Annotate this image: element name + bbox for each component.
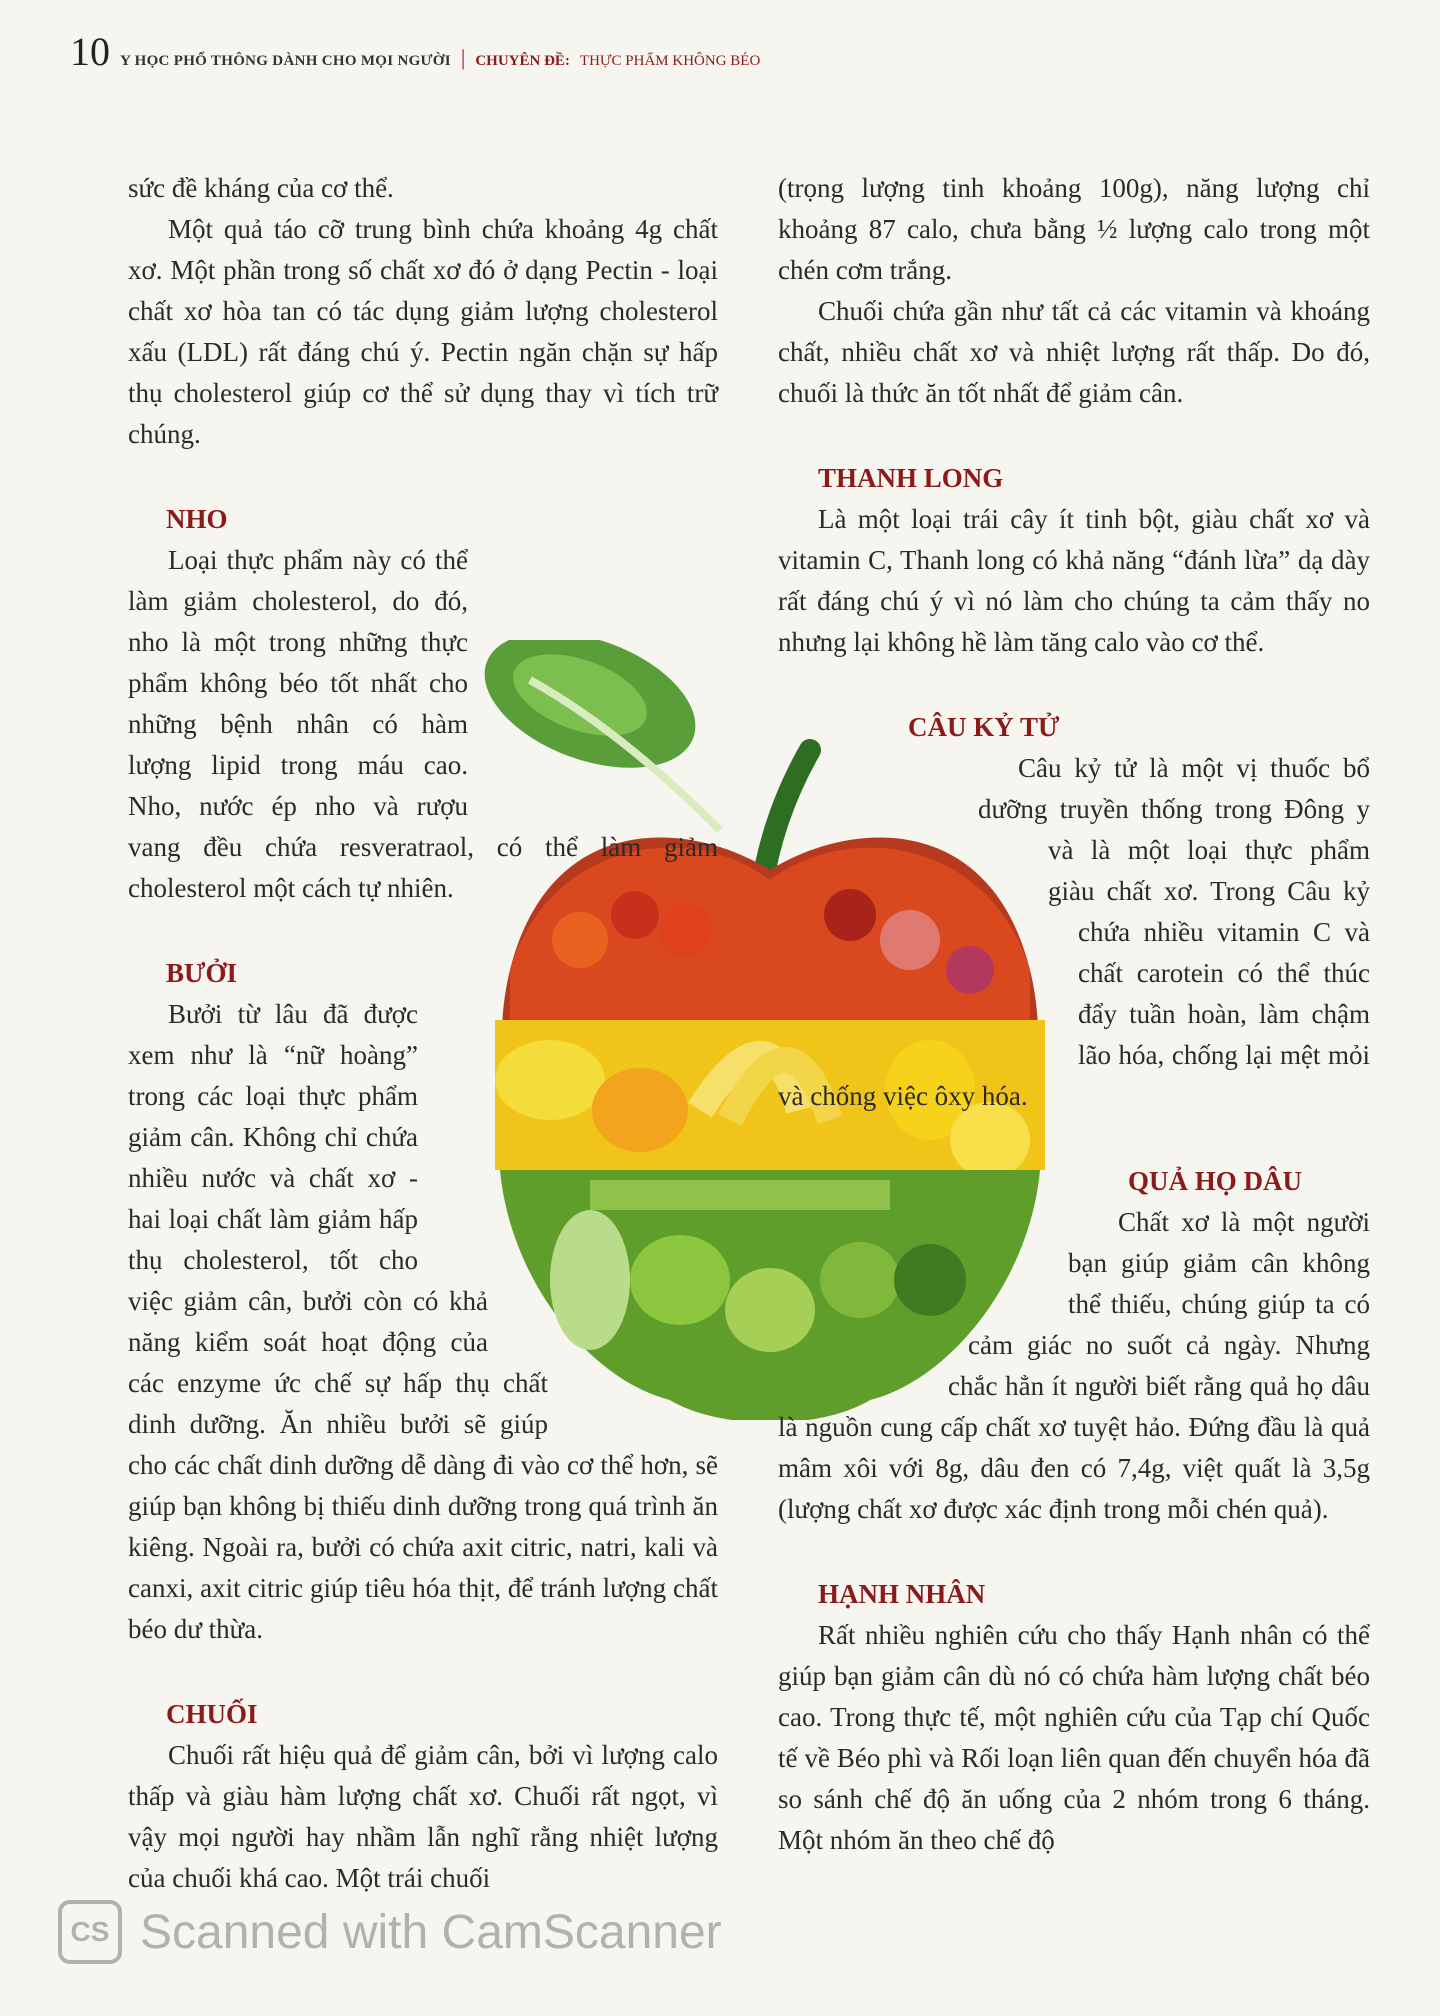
camscanner-logo-icon: CS xyxy=(58,1900,122,1964)
right-column xyxy=(778,168,1370,1861)
page-header xyxy=(70,28,760,75)
heading-buoi: BƯỞI xyxy=(166,958,238,988)
heading-chuoi: CHUỐI xyxy=(166,1699,258,1729)
heading-hanh-nhan: HẠNH NHÂN xyxy=(818,1579,986,1609)
chuoi-paragraph: Chuối rất hiệu quả để giảm cân, bởi vì lượng calo thấp và giàu hàm lượng chất xơ. Chuối rất ngọt, vì vậy mọi người hay nhầm lẫn nghĩ rằng nhiệt lượng của chuối khá cao. Một trái chuối xyxy=(128,1740,718,1893)
chuoi-continuation: (trọng lượng tinh khoảng 100g), năng lượng chỉ khoảng 87 calo, chưa bằng ½ lượng calo trong một chén cơm trắng. xyxy=(778,173,1370,285)
thanh-long-paragraph: Là một loại trái cây ít tinh bột, giàu chất xơ và vitamin C, Thanh long có khả năng “đánh lừa” dạ dày rất đáng chú ý vì nó làm cho chúng ta cảm thấy no nhưng lại không hề làm tăng calo vào cơ thể. xyxy=(778,504,1370,657)
header-separator: | xyxy=(460,45,466,70)
nho-paragraph: Loại thực phẩm này có thể làm giảm cholesterol, do đó, nho là một trong những thực phẩm không béo tốt nhất cho những bệnh nhân có hàm lượng lipid trong máu cao. Nho, nước ép nho và rượu vang đều chứa resveratraol, có thể làm giảm cholesterol một cách tự nhiên. xyxy=(128,545,718,903)
chuoi-paragraph-2: Chuối chứa gần như tất cả các vitamin và khoáng chất, nhiều chất xơ và nhiệt lượng rất thấp. Do đó, chuối là thức ăn tốt nhất để giảm cân. xyxy=(778,296,1370,408)
heading-thanh-long: THANH LONG xyxy=(818,463,1004,493)
camscanner-watermark xyxy=(58,1900,722,1964)
heading-nho: NHO xyxy=(166,504,228,534)
running-title: Y HỌC PHỔ THÔNG DÀNH CHO MỌI NGƯỜI xyxy=(120,53,451,69)
topic-name: THỰC PHẨM KHÔNG BÉO xyxy=(579,53,761,69)
page-number: 10 xyxy=(70,29,110,74)
buoi-paragraph: Bưởi từ lâu đã được xem như là “nữ hoàng” trong các loại thực phẩm giảm cân. Không chỉ chứa nhiều nước và chất xơ - hai loại chất làm giảm hấp thụ cholesterol, tốt cho việc giảm cân, bưởi còn có khả năng kiểm soát hoạt động của các enzyme ức chế sự hấp thụ chất dinh dưỡng. Ăn nhiều bưởi sẽ giúp cho các chất dinh dưỡng dễ dàng đi vào cơ thể hơn, sẽ giúp bạn không bị thiếu dinh dưỡng trong quá trình ăn kiêng. Ngoài ra, bưởi có chứa axit citric, natri, kali và canxi, axit citric giúp tiêu hóa thịt, để tránh lượng chất béo dư thừa. xyxy=(128,999,718,1644)
hanh-nhan-paragraph: Rất nhiều nghiên cứu cho thấy Hạnh nhân có thể giúp bạn giảm cân dù nó có chứa hàm lượng chất béo cao. Trong thực tế, một nghiên cứu của Tạp chí Quốc tế về Béo phì và Rối loạn liên quan đến chuyển hóa đã so sánh chế độ ăn uống của 2 nhóm trong 6 tháng. Một nhóm ăn theo chế độ xyxy=(778,1620,1370,1855)
cau-ky-tu-paragraph: Câu kỷ tử là một vị thuốc bổ dưỡng truyền thống trong Đông y và là một loại thực phẩm giàu chất xơ. Trong Câu kỷ chứa nhiều vitamin C và chất carotein có thể thúc đẩy tuần hoàn, làm chậm lão hóa, chống lại mệt mỏi và chống việc ôxy hóa. xyxy=(778,753,1370,1111)
left-column xyxy=(128,168,718,1899)
heading-cau-ky-tu: CÂU KỶ TỬ xyxy=(908,712,1060,742)
apple-paragraph: Một quả táo cỡ trung bình chứa khoảng 4g chất xơ. Một phần trong số chất xơ đó ở dạng Pectin - loại chất xơ hòa tan có tác dụng giảm lượng cholesterol xấu (LDL) rất đáng chú ý. Pectin ngăn chặn sự hấp thụ cholesterol giúp cơ thể sử dụng thay vì tích trữ chúng. xyxy=(128,214,718,449)
heading-qua-ho-dau: QUẢ HỌ DÂU xyxy=(1128,1166,1302,1196)
watermark-text: Scanned with CamScanner xyxy=(140,1905,722,1959)
qua-ho-dau-paragraph: Chất xơ là một người bạn giúp giảm cân không thể thiếu, chúng giúp ta có cảm giác no suốt cả ngày. Nhưng chắc hẳn ít người biết rằng quả họ dâu là nguồn cung cấp chất xơ tuyệt hảo. Đứng đầu là quả mâm xôi với 8g, dâu đen có 7,4g, việt quất là 3,5g (lượng chất xơ được xác định trong mỗi chén quả). xyxy=(778,1207,1370,1524)
topic-label: CHUYÊN ĐỀ: xyxy=(475,53,570,69)
intro-continuation: sức đề kháng của cơ thể. xyxy=(128,173,394,203)
